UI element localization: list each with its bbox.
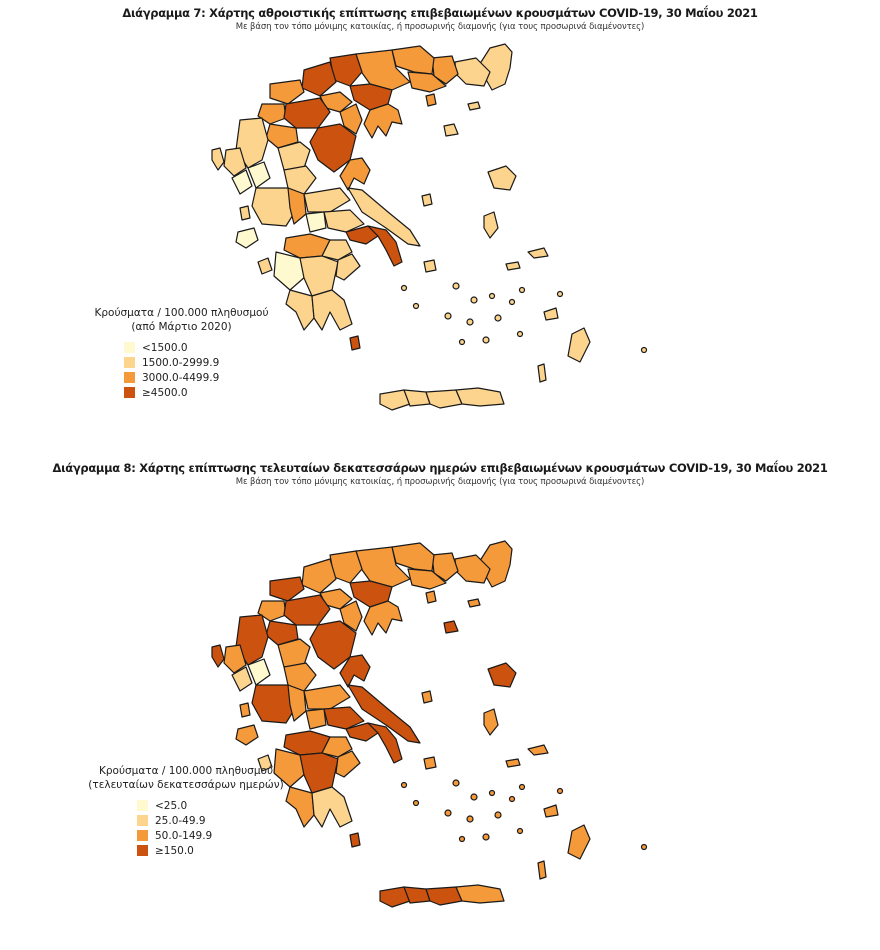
figure-7-panel [0, 0, 880, 450]
region-lefkada [240, 703, 250, 717]
figure-7-legend [84, 306, 279, 400]
figure-8-title: Διάγραμμα 8: Χάρτης επίπτωσης τελευταίων δεκατεσσάρων ημερών επιβεβαιωμένων κρουσμάτων COVID-19, 30 Μαΐου 2021 [52, 461, 828, 475]
region-corfu [212, 645, 224, 667]
legend-label: 25.0-49.9 [155, 814, 206, 827]
region-skyros [422, 194, 432, 206]
region-fokida [306, 709, 326, 729]
region-andros [424, 260, 436, 272]
region-florina [270, 80, 304, 104]
legend-swatch [137, 830, 148, 841]
region-thasos [426, 94, 436, 106]
region-ikaria [506, 759, 520, 767]
region-dodecanese-kos [544, 805, 558, 817]
region-lasithi [456, 885, 504, 903]
legend-item [124, 340, 279, 355]
region-limnos [444, 124, 458, 136]
legend-item [124, 355, 279, 370]
region-zakynthos [258, 258, 272, 274]
legend-title: Κρούσματα / 100.000 πληθυσμού [98, 765, 274, 777]
legend-label: <25.0 [155, 799, 188, 812]
region-pella [302, 62, 336, 96]
legend-label: 3000.0-4499.9 [142, 371, 220, 384]
legend-label: <1500.0 [142, 341, 188, 354]
region-fthiotida [304, 188, 350, 212]
region-kythira [350, 336, 360, 350]
figure-8-legend [80, 764, 292, 858]
legend-swatch [137, 845, 148, 856]
region-rhodes [568, 328, 590, 362]
figure-7-subtitle: Με βάση τον τόπο μόνιμης κατοικίας, ή προσωρινής διαμονής (για τους προσωρινά διαμένοντες) [235, 22, 645, 32]
region-lakonia [312, 787, 352, 827]
region-lesvos [488, 663, 516, 687]
greece-map-14-day [0, 455, 880, 950]
region-kefalonia [236, 725, 258, 745]
legend-item [137, 813, 292, 828]
legend-item [137, 828, 292, 843]
region-chios [484, 212, 498, 238]
region-karpathos [538, 861, 546, 879]
figure-8-subtitle: Με βάση τον τόπο μόνιμης κατοικίας, ή προσωρινής διαμονής (για τους προσωρινά διαμένοντες) [235, 477, 645, 487]
legend-subtitle: (τελευταίων δεκατεσσάρων ημερών) [88, 779, 284, 791]
region-samos [528, 248, 548, 258]
legend-item [124, 370, 279, 385]
region-skyros [422, 691, 432, 703]
region-samothraki [468, 599, 480, 607]
legend-item [137, 798, 292, 813]
legend-item [137, 843, 292, 858]
region-chios [484, 709, 498, 735]
legend-label: 50.0-149.9 [155, 829, 213, 842]
region-kefalonia [236, 228, 258, 248]
region-rhodes [568, 825, 590, 859]
region-thasos [426, 591, 436, 603]
legend-swatch [124, 342, 135, 353]
region-messinia [286, 290, 314, 330]
region-lesvos [488, 166, 516, 190]
legend-swatch [124, 357, 135, 368]
legend-item [124, 385, 279, 400]
legend-swatch [124, 372, 135, 383]
region-pella [302, 559, 336, 593]
region-samothraki [468, 102, 480, 110]
legend-label: 1500.0-2999.9 [142, 356, 220, 369]
region-lasithi [456, 388, 504, 406]
legend-title: Κρούσματα / 100.000 πληθυσμού [94, 307, 269, 319]
legend-label: ≥4500.0 [142, 386, 188, 399]
region-ikaria [506, 262, 520, 270]
figure-7-title: Διάγραμμα 7: Χάρτης αθροιστικής επίπτωσης επιβεβαιωμένων κρουσμάτων COVID-19, 30 Μαΐου 2021 [122, 6, 758, 20]
region-florina [270, 577, 304, 601]
region-karpathos [538, 364, 546, 382]
legend-swatch [137, 800, 148, 811]
region-fthiotida [304, 685, 350, 709]
legend-swatch [124, 387, 135, 398]
figure-8-panel [0, 455, 880, 950]
region-dodecanese-kos [544, 308, 558, 320]
region-fokida [306, 212, 326, 232]
region-corfu [212, 148, 224, 170]
region-andros [424, 757, 436, 769]
legend-subtitle: (από Μάρτιο 2020) [131, 321, 232, 333]
legend-label: ≥150.0 [155, 844, 194, 857]
legend-swatch [137, 815, 148, 826]
region-limnos [444, 621, 458, 633]
region-lakonia [312, 290, 352, 330]
region-kythira [350, 833, 360, 847]
region-lefkada [240, 206, 250, 220]
region-samos [528, 745, 548, 755]
